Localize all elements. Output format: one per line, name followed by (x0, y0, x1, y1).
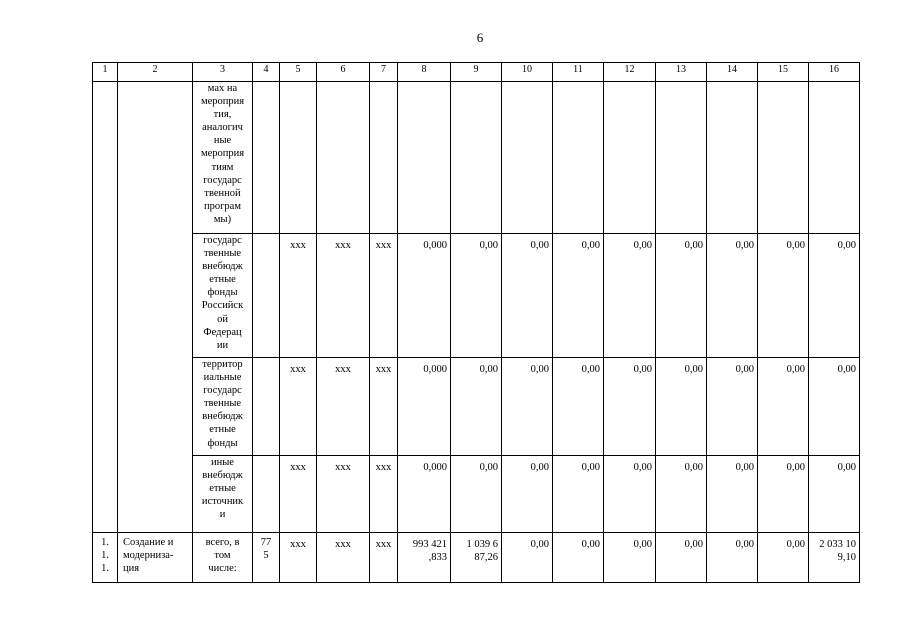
header-cell: 12 (604, 63, 656, 82)
value-cell: 0,00 (553, 533, 604, 583)
table-cell (758, 82, 809, 234)
header-cell: 4 (253, 63, 280, 82)
table-cell (253, 234, 280, 358)
table-cell: xxx (370, 456, 398, 533)
funding-source-cell: территор иальные государс твенные внебюдж етные фонды (193, 358, 253, 456)
page-number: 6 (476, 30, 484, 45)
table-cell (253, 456, 280, 533)
value-cell: 0,00 (656, 533, 707, 583)
value-cell: 0,00 (707, 533, 758, 583)
header-cell: 10 (502, 63, 553, 82)
table-cell: xxx (280, 234, 317, 358)
value-cell: 0,00 (656, 456, 707, 533)
value-cell: 0,00 (707, 234, 758, 358)
table-row (93, 456, 860, 533)
header-cell: 16 (809, 63, 860, 82)
value-cell: 0,00 (656, 358, 707, 456)
table-cell: xxx (370, 533, 398, 583)
header-cell: 3 (193, 63, 253, 82)
header-row (93, 63, 860, 82)
table-cell: xxx (317, 456, 370, 533)
value-cell: 0,00 (809, 456, 860, 533)
table-cell (118, 82, 193, 533)
table-cell: xxx (317, 533, 370, 583)
table-cell (253, 358, 280, 456)
value-cell: 0,00 (758, 234, 809, 358)
header-cell: 2 (118, 63, 193, 82)
header-cell: 11 (553, 63, 604, 82)
table-cell: xxx (317, 234, 370, 358)
table-cell (398, 82, 451, 234)
value-cell: 0,00 (553, 358, 604, 456)
value-cell: 993 421 ,833 (398, 533, 451, 583)
table-row (93, 358, 860, 456)
item-title-cell: Создание и модерниза- ция (118, 533, 193, 583)
value-cell: 0,00 (502, 456, 553, 533)
header-cell: 5 (280, 63, 317, 82)
table-cell (317, 82, 370, 234)
funding-source-cell: мах на мероприя тия, аналогич ные мероприя тиям государс твенной програм мы) (193, 82, 253, 234)
table-cell: xxx (370, 234, 398, 358)
table-cell (604, 82, 656, 234)
value-cell: 0,00 (758, 533, 809, 583)
value-cell: 0,00 (707, 456, 758, 533)
table-cell (451, 82, 502, 234)
table-cell: xxx (317, 358, 370, 456)
table-row (93, 533, 860, 583)
header-cell: 6 (317, 63, 370, 82)
table-row (93, 82, 860, 234)
funding-source-cell: государс твенные внебюдж етные фонды Российск ой Федерац ии (193, 234, 253, 358)
value-cell: 0,00 (809, 358, 860, 456)
value-cell: 0,000 (398, 358, 451, 456)
header-cell: 14 (707, 63, 758, 82)
value-cell: 0,00 (604, 234, 656, 358)
table-cell: xxx (280, 533, 317, 583)
table-cell (502, 82, 553, 234)
header-cell: 7 (370, 63, 398, 82)
table-row (93, 234, 860, 358)
header-cell: 9 (451, 63, 502, 82)
value-cell: 0,00 (553, 456, 604, 533)
value-cell: 0,00 (604, 456, 656, 533)
value-cell: 0,00 (707, 358, 758, 456)
table-cell: 77 5 (253, 533, 280, 583)
value-cell: 0,00 (451, 358, 502, 456)
table-cell (280, 82, 317, 234)
table-cell: xxx (280, 358, 317, 456)
value-cell: 0,000 (398, 456, 451, 533)
funding-source-cell: всего, в том числе: (193, 533, 253, 583)
header-cell: 15 (758, 63, 809, 82)
header-cell: 8 (398, 63, 451, 82)
table-cell (656, 82, 707, 234)
value-cell: 2 033 10 9,10 (809, 533, 860, 583)
value-cell: 1 039 6 87,26 (451, 533, 502, 583)
value-cell: 0,00 (451, 234, 502, 358)
value-cell: 0,00 (502, 533, 553, 583)
value-cell: 0,00 (758, 358, 809, 456)
table-cell (370, 82, 398, 234)
header-cell: 13 (656, 63, 707, 82)
value-cell: 0,000 (398, 234, 451, 358)
item-number-cell: 1. 1. 1. (93, 533, 118, 583)
budget-table (92, 62, 860, 583)
table-cell (553, 82, 604, 234)
funding-source-cell: иные внебюдж етные источник и (193, 456, 253, 533)
value-cell: 0,00 (502, 358, 553, 456)
value-cell: 0,00 (451, 456, 502, 533)
value-cell: 0,00 (809, 234, 860, 358)
table-cell (93, 82, 118, 533)
table-cell (253, 82, 280, 234)
table-cell (809, 82, 860, 234)
table-cell: xxx (370, 358, 398, 456)
value-cell: 0,00 (604, 533, 656, 583)
value-cell: 0,00 (656, 234, 707, 358)
table-cell: xxx (280, 456, 317, 533)
value-cell: 0,00 (502, 234, 553, 358)
header-cell: 1 (93, 63, 118, 82)
value-cell: 0,00 (604, 358, 656, 456)
table-cell (707, 82, 758, 234)
value-cell: 0,00 (758, 456, 809, 533)
value-cell: 0,00 (553, 234, 604, 358)
